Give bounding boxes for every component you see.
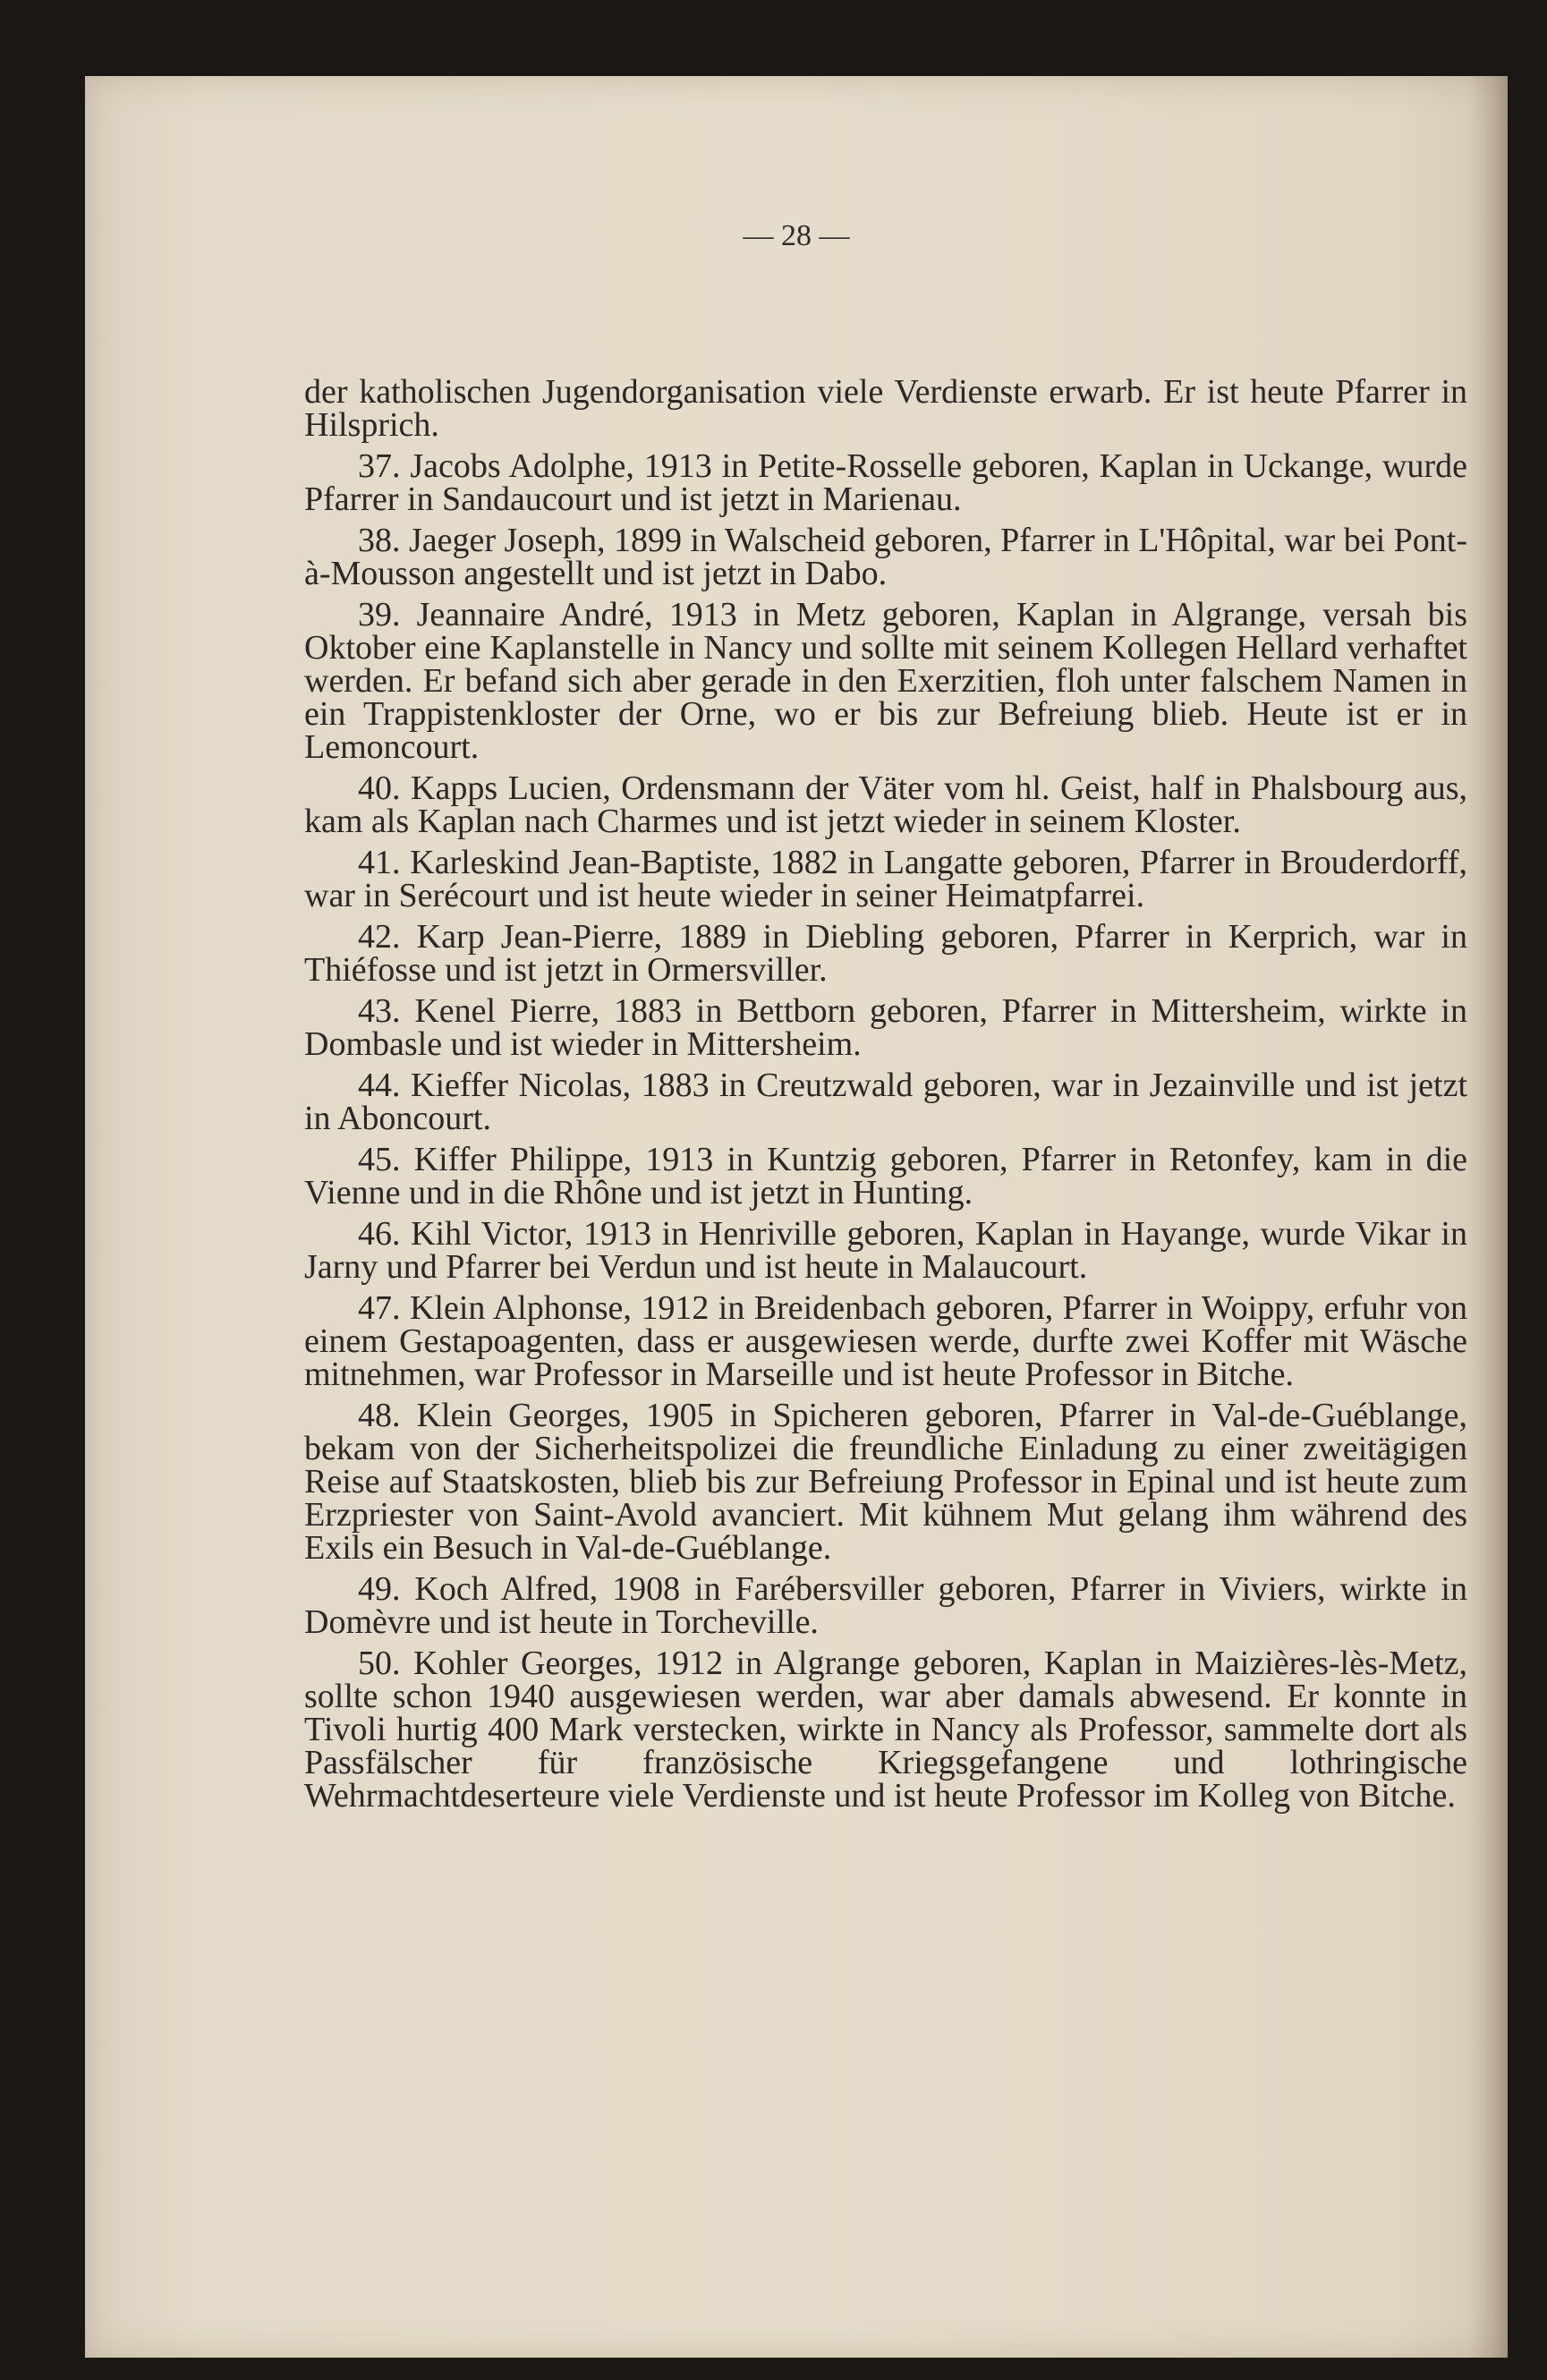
book-page [85,76,1508,2358]
biography-entry: 39. Jeannaire André, 1913 in Metz geboren, Kaplan in Algrange, versah bis Oktober eine Kaplanstelle in Nancy und sollte mit seinem Kollegen Hellard verhaftet werden. Er befand sich aber gerade in den Exerzitien, floh unter falschem Namen in ein Trappistenkloster der Orne, wo er bis zur Befreiung blieb. Heute ist er in Lemoncourt. [304,596,1467,766]
page-number: — 28 — [743,219,850,252]
biography-entry: 49. Koch Alfred, 1908 in Farébersviller geboren, Pfarrer in Viviers, wirkte in Domèvre und ist heute in Torcheville. [304,1570,1467,1641]
biography-entry: 44. Kieffer Nicolas, 1883 in Creutzwald geboren, war in Jezainville und ist jetzt in Aboncourt. [304,1067,1467,1137]
page-edge-shadow [1467,76,1508,2358]
biography-entry: 42. Karp Jean-Pierre, 1889 in Diebling geboren, Pfarrer in Kerprich, war in Thiéfosse und ist jetzt in Ormersviller. [304,918,1467,989]
page-body [304,373,1467,1821]
continued-paragraph: der katholischen Jugendorganisation viele Verdienste erwarb. Er ist heute Pfarrer in Hilsprich. [304,373,1467,444]
biography-entry: 46. Kihl Victor, 1913 in Henriville geboren, Kaplan in Hayange, wurde Vikar in Jarny und Pfarrer bei Verdun und ist heute in Malaucourt. [304,1215,1467,1286]
biography-entry: 48. Klein Georges, 1905 in Spicheren geboren, Pfarrer in Val-de-Guéblange, bekam von der Sicherheitspolizei die freundliche Einladung zu einer zweitägigen Reise auf Staatskosten, blieb bis zur Befreiung Professor in Epinal und ist heute zum Erzpriester von Saint-Avold avanciert. Mit kühnem Mut gelang ihm während des Exils ein Besuch in Val-de-Guéblange. [304,1397,1467,1567]
biography-entry: 50. Kohler Georges, 1912 in Algrange geboren, Kaplan in Maizières-lès-Metz, sollte schon 1940 ausgewiesen werden, war aber damals abwesend. Er konnte in Tivoli hurtig 400 Mark verstecken, wirkte in Nancy als Professor, sammelte dort als Passfälscher für französische Kriegsgefangene und lothringische Wehrmachtdeserteure viele Verdienste und ist heute Professor im Kolleg von Bitche. [304,1645,1467,1815]
biography-entry: 47. Klein Alphonse, 1912 in Breidenbach geboren, Pfarrer in Woippy, erfuhr von einem Gestapoagenten, dass er ausgewiesen werde, durfte zwei Koffer mit Wäsche mitnehmen, war Professor in Marseille und ist heute Professor in Bitche. [304,1289,1467,1393]
biography-entry: 45. Kiffer Philippe, 1913 in Kuntzig geboren, Pfarrer in Retonfey, kam in die Vienne und in die Rhône und ist jetzt in Hunting. [304,1141,1467,1211]
biography-entry: 40. Kapps Lucien, Ordensmann der Väter vom hl. Geist, half in Phalsbourg aus, kam als Kaplan nach Charmes und ist jetzt wieder in seinem Kloster. [304,769,1467,840]
biography-entry: 41. Karleskind Jean-Baptiste, 1882 in Langatte geboren, Pfarrer in Brouderdorff, war in Serécourt und ist heute wieder in seiner Heimatpfarrei. [304,844,1467,914]
biography-entry: 38. Jaeger Joseph, 1899 in Walscheid geboren, Pfarrer in L'Hôpital, war bei Pont-à-Mousson angestellt und ist jetzt in Dabo. [304,522,1467,592]
biography-entry: 43. Kenel Pierre, 1883 in Bettborn geboren, Pfarrer in Mittersheim, wirkte in Dombasle und ist wieder in Mittersheim. [304,992,1467,1063]
biography-entry: 37. Jacobs Adolphe, 1913 in Petite-Rosselle geboren, Kaplan in Uckange, wurde Pfarrer in Sandaucourt und ist jetzt in Marienau. [304,447,1467,518]
